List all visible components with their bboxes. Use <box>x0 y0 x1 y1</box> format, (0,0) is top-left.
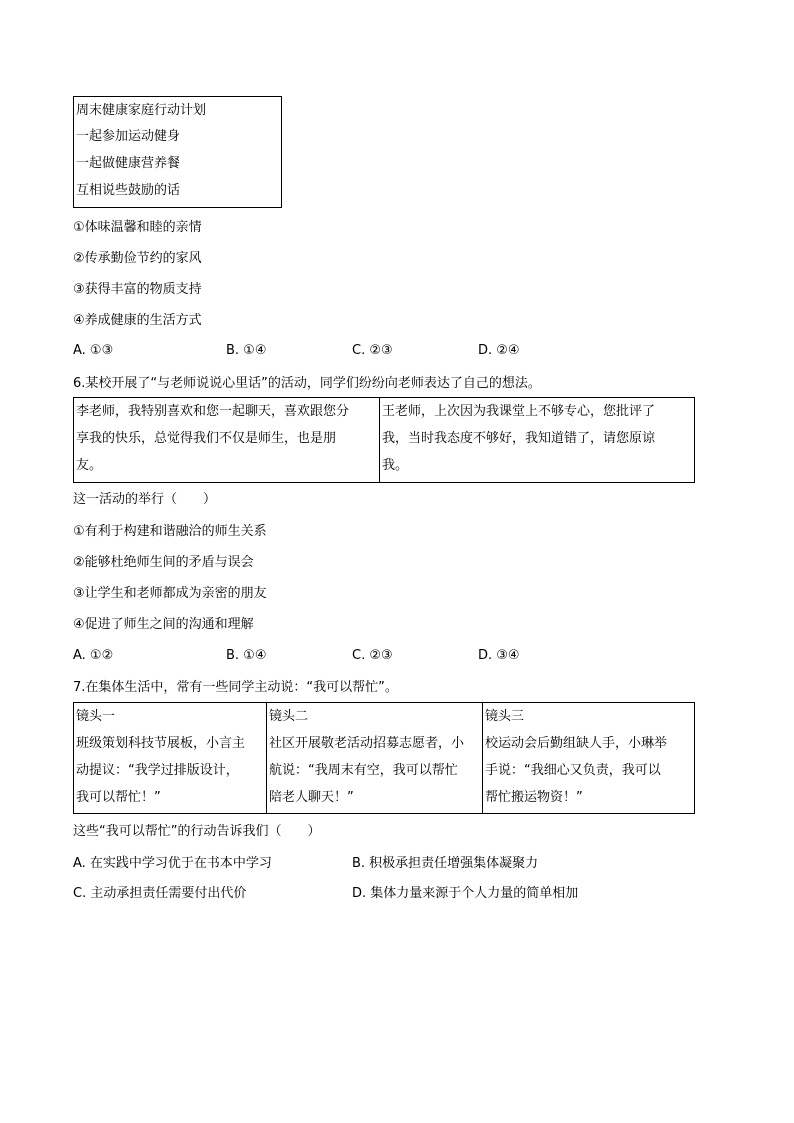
q6-quote-right <box>380 398 695 483</box>
q7-option-a[interactable]: A. 在实践中学习优于在书本中学习 <box>73 856 272 871</box>
q7-option-d[interactable]: D. 集体力量来源于个人力量的简单相加 <box>352 886 579 901</box>
scene-line: 动提议：“我学过排版设计， <box>76 763 239 778</box>
q5-option-d[interactable]: D. ②④ <box>478 343 520 358</box>
q5-statement-3: ③获得丰富的物质支持 <box>73 282 202 297</box>
q5-option-b[interactable]: B. ①④ <box>226 343 267 358</box>
q5-statement-1: ①体味温馨和睦的亲情 <box>73 220 202 235</box>
q7-option-b[interactable]: B. 积极承担责任增强集体凝聚力 <box>352 856 539 871</box>
quote-line: 我，当时我态度不够好，我知道错了，请您原谅 <box>382 431 656 446</box>
scene-line: 校运动会后勤组缺人手，小琳举 <box>485 736 668 751</box>
scene-line: 社区开展敬老活动招募志愿者，小 <box>269 736 465 751</box>
quote-line: 享我的快乐，总觉得我们不仅是师生，也是朋 <box>76 431 337 446</box>
q7-stem: 7.在集体生活中，常有一些同学主动说：“我可以帮忙”。 <box>73 680 398 695</box>
scene-title: 镜头三 <box>485 709 525 724</box>
q6-option-b[interactable]: B. ①④ <box>226 648 267 663</box>
q6-statement-1: ①有利于构建和谐融洽的师生关系 <box>73 524 267 539</box>
q6-option-d[interactable]: D. ③④ <box>478 648 520 663</box>
q7-scene-2 <box>267 703 483 814</box>
q6-statement-2: ②能够杜绝师生间的矛盾与误会 <box>73 555 254 570</box>
scene-title: 镜头二 <box>269 709 309 724</box>
q6-option-c[interactable]: C. ②③ <box>352 648 393 663</box>
plan-box <box>73 96 282 208</box>
quote-line: 李老师，我特别喜欢和您一起聊天，喜欢跟您分 <box>76 404 350 419</box>
quote-line: 友。 <box>76 458 103 473</box>
scene-title: 镜头一 <box>76 709 116 724</box>
q5-statement-4: ④养成健康的生活方式 <box>73 313 202 328</box>
q5-option-c[interactable]: C. ②③ <box>352 343 393 358</box>
plan-item: 一起做健康营养餐 <box>76 156 181 171</box>
q6-statement-3: ③让学生和老师都成为亲密的朋友 <box>73 586 267 601</box>
scene-line: 航说：“我周末有空，我可以帮忙 <box>269 763 458 778</box>
q5-statement-2: ②传承勤俭节约的家风 <box>73 251 202 266</box>
plan-item: 互相说些鼓励的话 <box>76 183 181 198</box>
q6-statement-4: ④促进了师生之间的沟通和理解 <box>73 617 254 632</box>
quote-line: 我。 <box>382 458 409 473</box>
q6-quote-left <box>74 398 380 483</box>
q7-scene-table <box>73 702 695 814</box>
quote-line: 王老师，上次因为我课堂上不够专心，您批评了 <box>382 404 656 419</box>
q6-prompt: 这一活动的举行（ ） <box>73 492 217 507</box>
plan-item: 一起参加运动健身 <box>76 129 181 144</box>
q6-quote-table <box>73 397 695 483</box>
scene-line: 手说：“我细心又负责，我可以 <box>485 763 661 778</box>
q6-option-a[interactable]: A. ①② <box>73 648 114 663</box>
q6-stem: 6.某校开展了“与老师说说心里话”的活动，同学们纷纷向老师表达了自己的想法。 <box>73 376 541 391</box>
scene-line: 我可以帮忙！” <box>76 790 161 805</box>
scene-line: 班级策划科技节展板，小言主 <box>76 736 246 751</box>
q7-scene-3 <box>483 703 695 814</box>
scene-line: 帮忙搬运物资！” <box>485 790 583 805</box>
q7-option-c[interactable]: C. 主动承担责任需要付出代价 <box>73 886 247 901</box>
q5-option-a[interactable]: A. ①③ <box>73 343 114 358</box>
q7-prompt: 这些“我可以帮忙”的行动告诉我们（ ） <box>73 824 321 839</box>
plan-title: 周末健康家庭行动计划 <box>76 103 207 118</box>
q7-scene-1 <box>74 703 267 814</box>
scene-line: 陪老人聊天！” <box>269 790 354 805</box>
